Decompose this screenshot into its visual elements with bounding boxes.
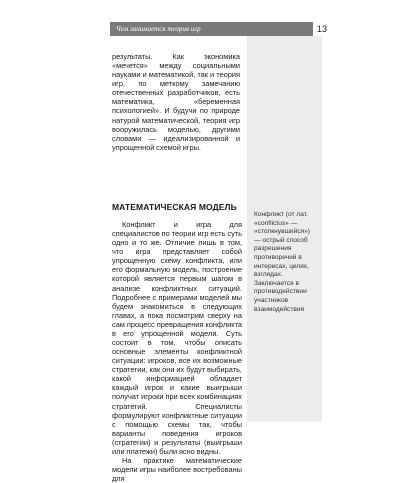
sidebar-definition-note: Конфликт (от лат. «conflictus» — «столкнувшийся») — острый способ разрешения противоречий в интересах, целях, взглядах. Заключается в противодействии участников взаимодействия xyxy=(254,211,310,313)
section-text xyxy=(112,220,242,483)
section-heading: МАТЕМАТИЧЕСКАЯ МОДЕЛЬ xyxy=(112,202,237,212)
section-paragraph-2: На практике математические модели игры наиболее востребованы для xyxy=(112,456,242,483)
running-header-title: Чем занимается теория игр xyxy=(116,25,201,33)
page-number: 13 xyxy=(317,24,328,34)
running-header xyxy=(110,22,313,36)
section-paragraph-1: Конфликт и игра для специалистов по теории игр есть суть одно и то же. Отличие лишь в том, что игра представляет собой упрощенную схему конфликта, или его формальную модель, построение которой является первым шагом в анализе конфликтных ситуаций. Подробнее с примерами моделей мы будем знакомиться в следующих главах, а пока посмотрим сверху на сам процесс превращения конфликта в его упрощенной модели. Суть состоит в том, чтобы описать основные элементы конфликтной ситуации: игроков, все их возможные стратегии, как они их будут выбирать, какой информацией обладает каждый игрок и какие выигрыши получат игроки при всех комбинациях стратегий. Специалисты формулируют конфликтные ситуации с помощью схемы так, чтобы варианты поведения игроков (стратегии) и результаты (выигрыши или платежи) были ясно видны. xyxy=(112,220,242,456)
intro-paragraph: результаты. Как экономика «мечется» между социальными науками и математикой, так и теория игр, по меткому замечанию отечественных разработчиков, есть математика, «беременная психологией». И будучи по природе натурой математической, теория игр вооружилась моделью, другими словами — идеализированной и упрощенной схемой игры. xyxy=(112,52,240,152)
intro-text xyxy=(112,52,240,152)
